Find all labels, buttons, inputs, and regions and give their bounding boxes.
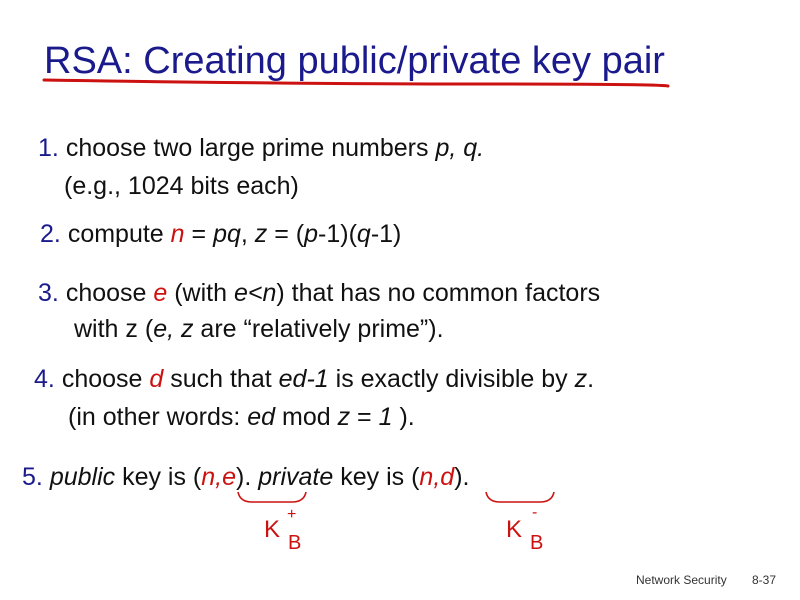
private-key-sub: B (530, 532, 544, 554)
var-z: z (574, 365, 588, 393)
var-ed-1: ed-1 (278, 365, 329, 393)
step-5 (22, 463, 469, 492)
public-key-sub: B (288, 532, 302, 554)
step-text: = ( (267, 220, 305, 248)
public-key-sup: + (287, 506, 297, 523)
public-key-letter: K (264, 516, 281, 543)
private-key-sup: - (532, 504, 538, 521)
var-z: z (337, 403, 351, 431)
step-1 (38, 134, 484, 163)
var-e-z: e, z (153, 315, 194, 343)
word-public: public (49, 463, 116, 491)
step-number: 4. (34, 365, 55, 393)
private-key-letter: K (506, 516, 523, 543)
step-text: key is ( (333, 463, 420, 491)
step-text: choose two large prime numbers (65, 134, 436, 162)
step-text: -1)( (318, 220, 357, 248)
private-key-bracket (486, 492, 554, 502)
step-4-detail (68, 403, 415, 432)
slide-title: RSA: Creating public/private key pair (44, 40, 665, 82)
var-ed: ed (247, 403, 276, 431)
var-one: 1 (378, 403, 393, 431)
step-text: ). (392, 403, 415, 431)
step-text: are “relatively prime”). (193, 315, 444, 343)
step-number: 5. (22, 463, 43, 491)
public-key-bracket (238, 492, 306, 502)
public-key-pair: n,e (201, 463, 237, 491)
step-text: = (184, 220, 214, 248)
step-text: ) that has no common factors (276, 279, 601, 307)
step-text: key is ( (115, 463, 202, 491)
step-3-detail (74, 315, 444, 344)
var-p: p (304, 220, 319, 248)
step-text: with z ( (74, 315, 154, 343)
var-n: n (170, 220, 185, 248)
step-vars: p, q. (435, 134, 485, 162)
step-number: 1. (38, 134, 59, 162)
step-text: ). (236, 463, 259, 491)
step-number: 2. (40, 220, 61, 248)
step-4 (34, 365, 594, 394)
footer-label: Network Security (636, 573, 727, 587)
var-q: q (356, 220, 371, 248)
var-e-less-n: e<n (233, 279, 277, 307)
step-text: = (350, 403, 379, 431)
step-text: . (587, 365, 595, 393)
step-text: such that (163, 365, 279, 393)
page-number: 8-37 (752, 573, 777, 587)
var-e: e (153, 279, 168, 307)
step-text: choose (65, 279, 154, 307)
step-text: compute (67, 220, 171, 248)
step-3 (38, 279, 600, 308)
var-z: z (254, 220, 268, 248)
private-key-pair: n,d (419, 463, 455, 491)
step-number: 3. (38, 279, 59, 307)
var-d: d (149, 365, 164, 393)
var-pq: pq (213, 220, 241, 248)
word-private: private (258, 463, 334, 491)
step-text: mod (275, 403, 338, 431)
step-2 (40, 220, 401, 249)
step-text: (in other words: (68, 403, 248, 431)
step-text: ). (454, 463, 470, 491)
step-1-detail: (e.g., 1024 bits each) (64, 172, 299, 200)
step-text: (with (167, 279, 234, 307)
step-text: is exactly divisible by (328, 365, 575, 393)
step-text: choose (61, 365, 150, 393)
step-text: -1) (370, 220, 402, 248)
step-text: , (240, 220, 255, 248)
